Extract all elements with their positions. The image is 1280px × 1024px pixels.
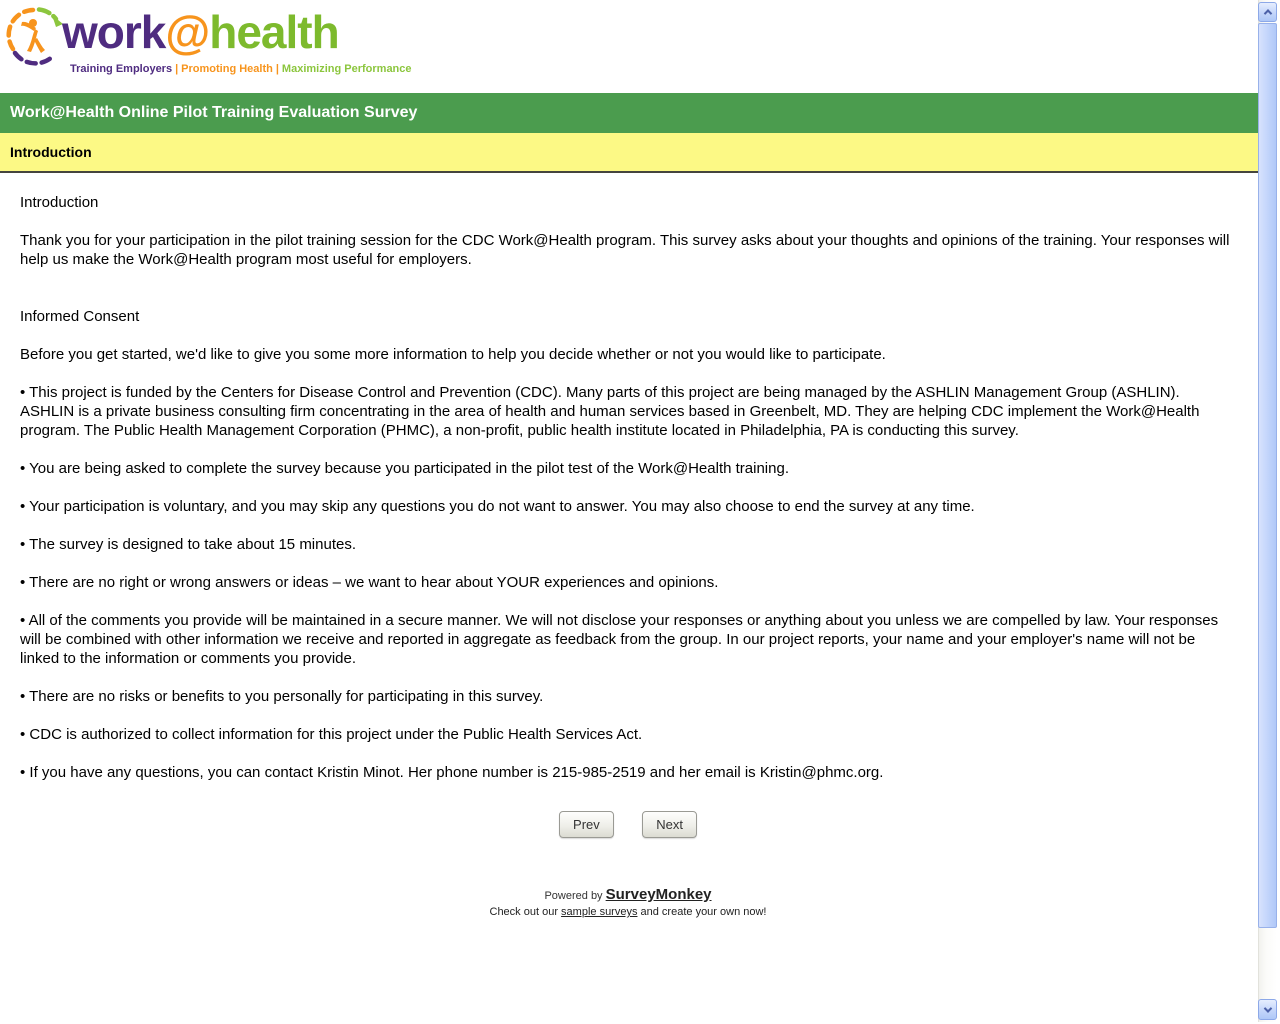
survey-title-bar	[0, 93, 1258, 133]
logo-word-health: health	[209, 6, 339, 58]
work-at-health-logo	[6, 4, 412, 75]
bullet-no-right-wrong: • There are no right or wrong answers or ideas – we want to hear about YOUR experiences and opinions.	[20, 574, 719, 591]
paragraph-informed-consent: Informed Consent	[20, 308, 140, 325]
logo-wordmark	[62, 4, 412, 75]
checkout-suffix: and create your own now!	[637, 906, 767, 918]
next-button[interactable]: Next	[642, 811, 697, 838]
survey-intro-content	[0, 173, 1258, 918]
powered-by-label: Powered by	[544, 890, 606, 902]
vertical-scrollbar[interactable]	[1258, 0, 1280, 1024]
tagline-maximizing-performance: Maximizing Performance	[281, 63, 412, 75]
tagline-training-employers: Training Employers	[70, 63, 173, 75]
nav-button-row	[20, 811, 1236, 838]
bullet-15-minutes: • The survey is designed to take about 15 minutes.	[20, 536, 357, 553]
bullet-voluntary: • Your participation is voluntary, and you may skip any questions you do not want to answer. You may also choose to end the survey at any time.	[20, 498, 975, 515]
section-title: Introduction	[10, 144, 92, 160]
paragraph-introduction: Introduction	[20, 194, 99, 211]
tagline-separator: |	[275, 63, 279, 75]
bullet-no-risks: • There are no risks or benefits to you personally for participating in this survey.	[20, 688, 544, 705]
bullet-contact-questions: • If you have any questions, you can contact Kristin Minot. Her phone number is 215-985-2519 and her email is Kristin@phmc.org.	[20, 764, 884, 781]
scroll-up-button[interactable]	[1258, 2, 1277, 22]
footer	[20, 886, 1236, 918]
logo-tagline	[70, 63, 412, 75]
prev-button[interactable]: Prev	[559, 811, 614, 838]
tagline-promoting-health: Promoting Health	[181, 63, 273, 75]
checkout-line	[20, 906, 1236, 918]
bullet-being-asked: • You are being asked to complete the survey because you participated in the pilot test of the Work@Health training.	[20, 460, 789, 477]
bullet-project-funded: • This project is funded by the Centers for Disease Control and Prevention (CDC). Many parts of this project are being managed by the ASHLIN Management Group (ASHLIN). ASHLIN is a private business consulting firm concentrating in the area of health and human services based in Greenbelt, MD. They are helping CDC implement the Work@Health program. The Public Health Management Corporation (PHMC), a non-profit, public health institute located in Philadelphia, PA is conducting this survey.	[20, 384, 1200, 439]
header	[0, 0, 1258, 93]
checkout-prefix: Check out our	[489, 906, 562, 918]
chevron-down-icon	[1263, 1004, 1271, 1012]
bullet-cdc-authorized: • CDC is authorized to collect information for this project under the Public Health Services Act.	[20, 726, 643, 743]
section-title-bar	[0, 133, 1258, 173]
chevron-up-icon	[1263, 9, 1271, 17]
paragraph-thank-you: Thank you for your participation in the pilot training session for the CDC Work@Health program. This survey asks about your thoughts and opinions of the training. Your responses will help us make the Work@Health program most useful for employers.	[20, 232, 1230, 268]
powered-by-line	[20, 886, 1236, 903]
paragraph-before-start: Before you get started, we'd like to give you some more information to help you decide whether or not you would like to participate.	[20, 346, 886, 363]
logo-circle-icon	[6, 4, 66, 66]
surveymonkey-link[interactable]: SurveyMonkey	[605, 886, 712, 903]
logo-at-symbol: @	[165, 6, 210, 58]
logo-text	[62, 4, 412, 60]
scroll-down-button[interactable]	[1258, 999, 1277, 1020]
logo-word-work: work	[62, 6, 166, 58]
survey-title: Work@Health Online Pilot Training Evaluation Survey	[10, 104, 418, 121]
scrollbar-thumb[interactable]	[1258, 23, 1277, 928]
tagline-separator: |	[175, 63, 179, 75]
sample-surveys-link[interactable]: sample surveys	[561, 906, 638, 918]
bullet-secure-comments: • All of the comments you provide will be maintained in a secure manner. We will not disclose your responses or anything about you unless we are compelled by law. Your responses will be combined with other information we receive and reported in aggregate as feedback from the group. In our project reports, your name and your employer's name will not be linked to the information or comments you provide.	[20, 612, 1219, 667]
